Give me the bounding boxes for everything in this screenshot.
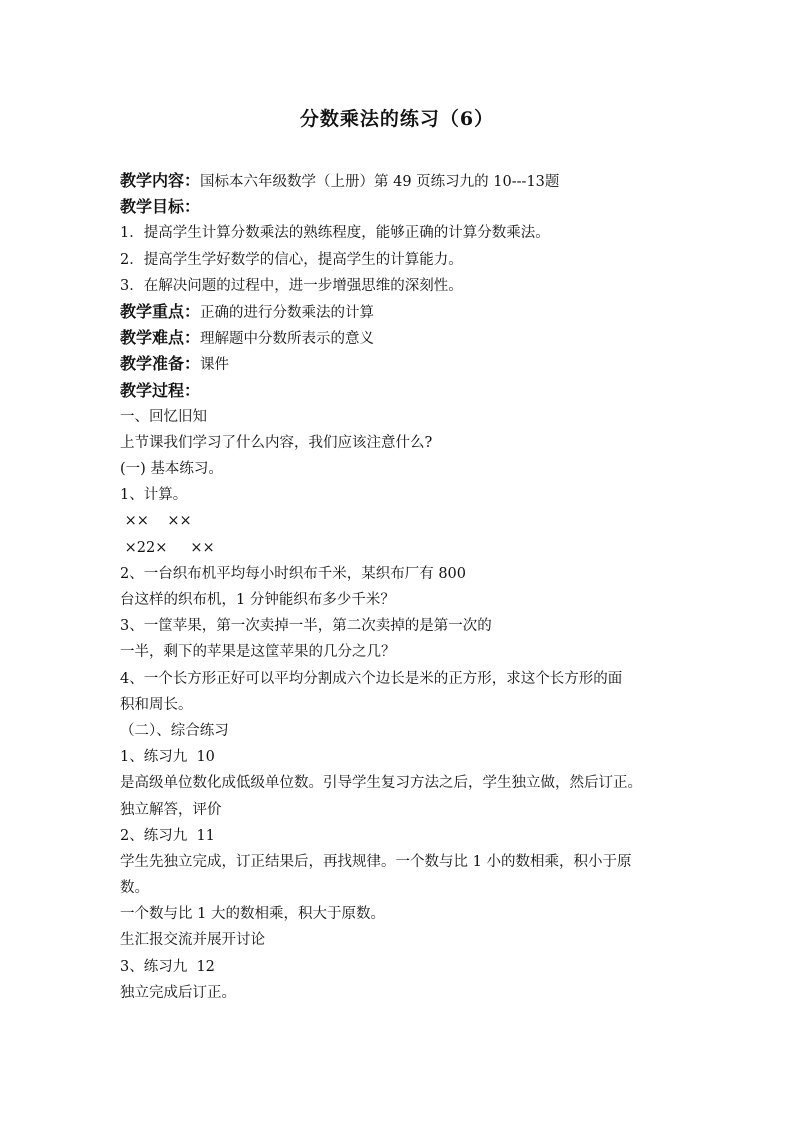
teaching-content-value: 国标本六年级数学（上册）第 49 页练习九的 10---13题 xyxy=(200,174,560,190)
process-line: ×22× ×× xyxy=(120,539,215,556)
process-line: 4、一个长方形正好可以平均分割成六个边长是米的正方形，求这个长方形的面 xyxy=(120,670,623,687)
key-point xyxy=(120,299,680,325)
document-body xyxy=(120,168,680,1006)
process-line: 数。 xyxy=(120,880,149,897)
process-line: 一个数与比 1 大的数相乘，积大于原数。 xyxy=(120,906,385,923)
process-line: 积和周长。 xyxy=(120,696,193,713)
process-line: 2、练习九 11 xyxy=(120,827,215,844)
process-line: 1、练习九 10 xyxy=(120,749,215,766)
difficulty-value: 理解题中分数所表示的意义 xyxy=(200,331,375,348)
process-line: 1、计算。 xyxy=(120,487,188,504)
key-point-value: 正确的进行分数乘法的计算 xyxy=(200,304,375,321)
difficulty-label: 教学难点： xyxy=(120,328,201,348)
process-line: 独立完成后订正。 xyxy=(120,984,236,1001)
process-line: 是高级单位数化成低级单位数。引导学生复习方法之后，学生独立做，然后订正。 xyxy=(120,775,642,792)
process-line: ×× ×× xyxy=(120,513,192,530)
process-line: 生汇报交流并展开讨论 xyxy=(120,932,265,949)
key-point-label: 教学重点： xyxy=(120,301,201,321)
process-line: 3、练习九 12 xyxy=(120,958,215,975)
goal-item: 2．提高学生学好数学的信心，提高学生的计算能力。 xyxy=(120,251,463,268)
teaching-process-label: 教学过程： xyxy=(120,380,201,400)
process-line: (一) 基本练习。 xyxy=(120,461,223,478)
goal-item: 3．在解决问题的过程中，进一步增强思维的深刻性。 xyxy=(120,277,463,294)
preparation-value: 课件 xyxy=(200,357,230,374)
process-line: 独立解答，评价 xyxy=(120,801,222,818)
preparation xyxy=(120,351,680,377)
process-line: （二）、综合练习 xyxy=(120,722,229,739)
document-title: 分数乘法的练习（6） xyxy=(299,108,495,130)
process-line: 学生先独立完成，订正结果后，再找规律。一个数与比 1 小的数相乘，积小于原 xyxy=(120,853,632,870)
teaching-content-label: 教学内容： xyxy=(120,171,201,190)
teaching-goals-label: 教学目标： xyxy=(120,197,201,217)
preparation-label: 教学准备： xyxy=(120,354,201,374)
difficulty xyxy=(120,325,680,351)
process-line: 一、回忆旧知 xyxy=(120,408,207,425)
process-line: 3、一筐苹果，第一次卖掉一半，第二次卖掉的是第一次的 xyxy=(120,618,492,635)
process-line: 台这样的织布机，1 分钟能织布多少千米？ xyxy=(120,592,395,608)
process-line: 2、一台织布机平均每小时织布千米，某织布厂有 800 xyxy=(120,565,467,582)
process-line: 上节课我们学习了什么内容，我们应该注意什么? xyxy=(120,434,433,451)
process-line: 一半，剩下的苹果是这筐苹果的几分之几？ xyxy=(120,644,396,661)
goal-item: 1．提高学生计算分数乘法的熟练程度，能够正确的计算分数乘法。 xyxy=(120,225,550,242)
teaching-content xyxy=(120,168,680,194)
